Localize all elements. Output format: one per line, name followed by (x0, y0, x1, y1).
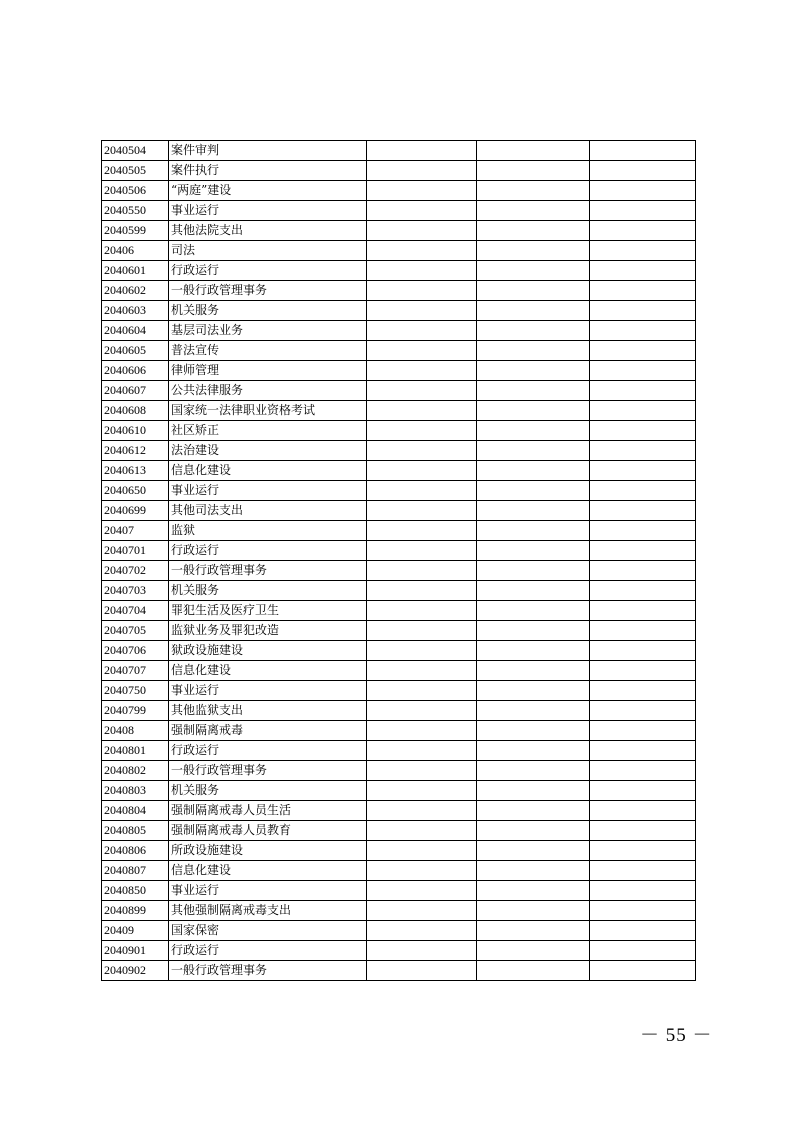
subject-name-cell: “两庭”建设 (169, 181, 367, 201)
subject-name-cell: 事业运行 (169, 681, 367, 701)
table-row (102, 561, 696, 581)
amount-cell (367, 541, 477, 561)
amount-cell (590, 641, 696, 661)
amount-cell (367, 861, 477, 881)
amount-cell (477, 541, 590, 561)
subject-code-cell: 2040899 (102, 901, 169, 921)
table-row (102, 681, 696, 701)
amount-cell (590, 841, 696, 861)
subject-name-cell: 司法 (169, 241, 367, 261)
table-row (102, 281, 696, 301)
subject-name-cell: 机关服务 (169, 581, 367, 601)
table-body (102, 141, 696, 981)
subject-name-cell: 其他强制隔离戒毒支出 (169, 901, 367, 921)
subject-name-cell: 一般行政管理事务 (169, 961, 367, 981)
amount-cell (477, 341, 590, 361)
subject-code-cell: 2040699 (102, 501, 169, 521)
amount-cell (367, 241, 477, 261)
amount-cell (477, 841, 590, 861)
amount-cell (590, 881, 696, 901)
subject-name-cell: 一般行政管理事务 (169, 761, 367, 781)
table-row (102, 301, 696, 321)
subject-code-cell: 20408 (102, 721, 169, 741)
amount-cell (367, 781, 477, 801)
subject-code-cell: 2040550 (102, 201, 169, 221)
table-row (102, 241, 696, 261)
table-row (102, 321, 696, 341)
amount-cell (477, 561, 590, 581)
amount-cell (590, 581, 696, 601)
subject-code-cell: 2040805 (102, 821, 169, 841)
subject-name-cell: 普法宣传 (169, 341, 367, 361)
amount-cell (367, 601, 477, 621)
subject-name-cell: 案件审判 (169, 141, 367, 161)
amount-cell (367, 461, 477, 481)
table-row (102, 161, 696, 181)
subject-name-cell: 信息化建设 (169, 661, 367, 681)
subject-code-cell: 2040902 (102, 961, 169, 981)
amount-cell (477, 381, 590, 401)
amount-cell (590, 621, 696, 641)
subject-code-cell: 2040504 (102, 141, 169, 161)
subject-name-cell: 行政运行 (169, 541, 367, 561)
amount-cell (590, 741, 696, 761)
subject-code-cell: 20406 (102, 241, 169, 261)
amount-cell (477, 261, 590, 281)
amount-cell (590, 601, 696, 621)
subject-code-cell: 2040701 (102, 541, 169, 561)
subject-code-cell: 2040799 (102, 701, 169, 721)
subject-name-cell: 强制隔离戒毒人员生活 (169, 801, 367, 821)
amount-cell (367, 141, 477, 161)
amount-cell (477, 281, 590, 301)
subject-code-cell: 2040612 (102, 441, 169, 461)
amount-cell (590, 921, 696, 941)
amount-cell (367, 181, 477, 201)
table-row (102, 181, 696, 201)
subject-code-cell: 2040702 (102, 561, 169, 581)
table-row (102, 901, 696, 921)
subject-name-cell: 强制隔离戒毒 (169, 721, 367, 741)
amount-cell (477, 941, 590, 961)
amount-cell (477, 761, 590, 781)
subject-code-cell: 2040506 (102, 181, 169, 201)
subject-code-cell: 2040603 (102, 301, 169, 321)
amount-cell (477, 161, 590, 181)
amount-cell (367, 421, 477, 441)
subject-name-cell: 其他监狱支出 (169, 701, 367, 721)
subject-name-cell: 一般行政管理事务 (169, 281, 367, 301)
subject-name-cell: 国家保密 (169, 921, 367, 941)
amount-cell (477, 401, 590, 421)
amount-cell (590, 561, 696, 581)
subject-code-cell: 2040505 (102, 161, 169, 181)
subject-name-cell: 事业运行 (169, 201, 367, 221)
subject-name-cell: 事业运行 (169, 481, 367, 501)
amount-cell (590, 681, 696, 701)
subject-code-cell: 2040707 (102, 661, 169, 681)
amount-cell (477, 901, 590, 921)
subject-name-cell: 行政运行 (169, 741, 367, 761)
subject-name-cell: 机关服务 (169, 781, 367, 801)
subject-code-cell: 2040601 (102, 261, 169, 281)
amount-cell (367, 741, 477, 761)
subject-name-cell: 强制隔离戒毒人员教育 (169, 821, 367, 841)
table-row (102, 401, 696, 421)
amount-cell (590, 481, 696, 501)
amount-cell (590, 941, 696, 961)
amount-cell (477, 181, 590, 201)
table-row (102, 781, 696, 801)
amount-cell (477, 201, 590, 221)
amount-cell (590, 181, 696, 201)
table-row (102, 961, 696, 981)
amount-cell (477, 721, 590, 741)
amount-cell (477, 781, 590, 801)
amount-cell (477, 321, 590, 341)
subject-name-cell: 信息化建设 (169, 461, 367, 481)
table-row (102, 441, 696, 461)
amount-cell (590, 321, 696, 341)
amount-cell (590, 221, 696, 241)
amount-cell (477, 301, 590, 321)
amount-cell (590, 501, 696, 521)
subject-code-cell: 2040705 (102, 621, 169, 641)
amount-cell (367, 501, 477, 521)
subject-code-cell: 20407 (102, 521, 169, 541)
amount-cell (477, 621, 590, 641)
amount-cell (590, 661, 696, 681)
subject-code-cell: 2040605 (102, 341, 169, 361)
subject-name-cell: 行政运行 (169, 261, 367, 281)
table-row (102, 481, 696, 501)
subject-code-cell: 2040803 (102, 781, 169, 801)
amount-cell (590, 961, 696, 981)
amount-cell (590, 401, 696, 421)
subject-code-cell: 2040802 (102, 761, 169, 781)
subject-code-cell: 2040807 (102, 861, 169, 881)
amount-cell (367, 381, 477, 401)
subject-name-cell: 监狱 (169, 521, 367, 541)
amount-cell (367, 841, 477, 861)
table-row (102, 141, 696, 161)
amount-cell (477, 441, 590, 461)
amount-cell (590, 161, 696, 181)
subject-name-cell: 信息化建设 (169, 861, 367, 881)
amount-cell (367, 201, 477, 221)
subject-name-cell: 社区矫正 (169, 421, 367, 441)
amount-cell (590, 261, 696, 281)
amount-cell (590, 441, 696, 461)
amount-cell (477, 361, 590, 381)
subject-name-cell: 行政运行 (169, 941, 367, 961)
subject-name-cell: 狱政设施建设 (169, 641, 367, 661)
table-row (102, 581, 696, 601)
amount-cell (367, 361, 477, 381)
subject-code-cell: 2040610 (102, 421, 169, 441)
table-row (102, 881, 696, 901)
amount-cell (590, 521, 696, 541)
amount-cell (590, 241, 696, 261)
table-row (102, 761, 696, 781)
amount-cell (477, 461, 590, 481)
amount-cell (367, 301, 477, 321)
subject-code-cell: 2040704 (102, 601, 169, 621)
amount-cell (367, 901, 477, 921)
amount-cell (367, 221, 477, 241)
amount-cell (367, 821, 477, 841)
table-row (102, 461, 696, 481)
amount-cell (367, 681, 477, 701)
subject-code-cell: 2040608 (102, 401, 169, 421)
amount-cell (367, 441, 477, 461)
amount-cell (367, 761, 477, 781)
subject-code-cell: 2040604 (102, 321, 169, 341)
subject-code-cell: 2040607 (102, 381, 169, 401)
subject-code-cell: 2040703 (102, 581, 169, 601)
amount-cell (477, 241, 590, 261)
subject-code-cell: 2040850 (102, 881, 169, 901)
table-row (102, 821, 696, 841)
amount-cell (477, 141, 590, 161)
amount-cell (367, 481, 477, 501)
table-row (102, 721, 696, 741)
amount-cell (477, 601, 590, 621)
amount-cell (590, 781, 696, 801)
amount-cell (367, 961, 477, 981)
amount-cell (477, 421, 590, 441)
amount-cell (477, 521, 590, 541)
amount-cell (590, 381, 696, 401)
subject-name-cell: 案件执行 (169, 161, 367, 181)
subject-name-cell: 公共法律服务 (169, 381, 367, 401)
table-row (102, 641, 696, 661)
subject-code-cell: 2040801 (102, 741, 169, 761)
amount-cell (590, 281, 696, 301)
amount-cell (367, 921, 477, 941)
subject-name-cell: 事业运行 (169, 881, 367, 901)
subject-name-cell: 其他司法支出 (169, 501, 367, 521)
amount-cell (367, 161, 477, 181)
amount-cell (367, 581, 477, 601)
subject-name-cell: 律师管理 (169, 361, 367, 381)
amount-cell (367, 281, 477, 301)
table-row (102, 661, 696, 681)
amount-cell (590, 201, 696, 221)
table-row (102, 221, 696, 241)
subject-code-cell: 2040613 (102, 461, 169, 481)
amount-cell (367, 561, 477, 581)
table-row (102, 801, 696, 821)
amount-cell (477, 921, 590, 941)
table-row (102, 261, 696, 281)
subject-name-cell: 机关服务 (169, 301, 367, 321)
amount-cell (477, 501, 590, 521)
table-row (102, 921, 696, 941)
subject-code-cell: 2040599 (102, 221, 169, 241)
table-row (102, 521, 696, 541)
subject-code-cell: 2040750 (102, 681, 169, 701)
table-row (102, 541, 696, 561)
amount-cell (590, 541, 696, 561)
amount-cell (477, 481, 590, 501)
amount-cell (367, 941, 477, 961)
amount-cell (477, 881, 590, 901)
amount-cell (590, 141, 696, 161)
amount-cell (477, 861, 590, 881)
amount-cell (590, 301, 696, 321)
table-row (102, 741, 696, 761)
subject-code-cell: 20409 (102, 921, 169, 941)
subject-name-cell: 罪犯生活及医疗卫生 (169, 601, 367, 621)
amount-cell (477, 961, 590, 981)
amount-cell (367, 721, 477, 741)
amount-cell (590, 821, 696, 841)
table-row (102, 341, 696, 361)
amount-cell (590, 801, 696, 821)
amount-cell (367, 621, 477, 641)
amount-cell (477, 701, 590, 721)
amount-cell (590, 861, 696, 881)
amount-cell (590, 341, 696, 361)
subject-code-cell: 2040804 (102, 801, 169, 821)
subject-name-cell: 一般行政管理事务 (169, 561, 367, 581)
table-row (102, 621, 696, 641)
subject-name-cell: 基层司法业务 (169, 321, 367, 341)
table-row (102, 381, 696, 401)
amount-cell (367, 521, 477, 541)
amount-cell (590, 461, 696, 481)
amount-cell (367, 261, 477, 281)
amount-cell (477, 221, 590, 241)
budget-table (101, 140, 696, 981)
amount-cell (590, 421, 696, 441)
subject-name-cell: 监狱业务及罪犯改造 (169, 621, 367, 641)
amount-cell (367, 641, 477, 661)
table-row (102, 501, 696, 521)
subject-code-cell: 2040606 (102, 361, 169, 381)
amount-cell (477, 821, 590, 841)
table-row (102, 861, 696, 881)
subject-name-cell: 国家统一法律职业资格考试 (169, 401, 367, 421)
amount-cell (367, 401, 477, 421)
amount-cell (367, 321, 477, 341)
amount-cell (367, 801, 477, 821)
table-row (102, 941, 696, 961)
table-row (102, 361, 696, 381)
amount-cell (477, 681, 590, 701)
amount-cell (367, 881, 477, 901)
amount-cell (477, 581, 590, 601)
table-row (102, 841, 696, 861)
amount-cell (590, 761, 696, 781)
table-row (102, 601, 696, 621)
amount-cell (367, 661, 477, 681)
amount-cell (590, 361, 696, 381)
subject-name-cell: 其他法院支出 (169, 221, 367, 241)
amount-cell (367, 341, 477, 361)
table-row (102, 421, 696, 441)
subject-code-cell: 2040650 (102, 481, 169, 501)
amount-cell (477, 641, 590, 661)
subject-code-cell: 2040706 (102, 641, 169, 661)
subject-code-cell: 2040806 (102, 841, 169, 861)
table-row (102, 701, 696, 721)
amount-cell (590, 701, 696, 721)
amount-cell (477, 661, 590, 681)
amount-cell (477, 801, 590, 821)
subject-name-cell: 所政设施建设 (169, 841, 367, 861)
amount-cell (367, 701, 477, 721)
amount-cell (477, 741, 590, 761)
page-number: － 55 － (640, 1025, 713, 1046)
amount-cell (590, 721, 696, 741)
subject-code-cell: 2040602 (102, 281, 169, 301)
amount-cell (590, 901, 696, 921)
subject-name-cell: 法治建设 (169, 441, 367, 461)
table-row (102, 201, 696, 221)
subject-code-cell: 2040901 (102, 941, 169, 961)
